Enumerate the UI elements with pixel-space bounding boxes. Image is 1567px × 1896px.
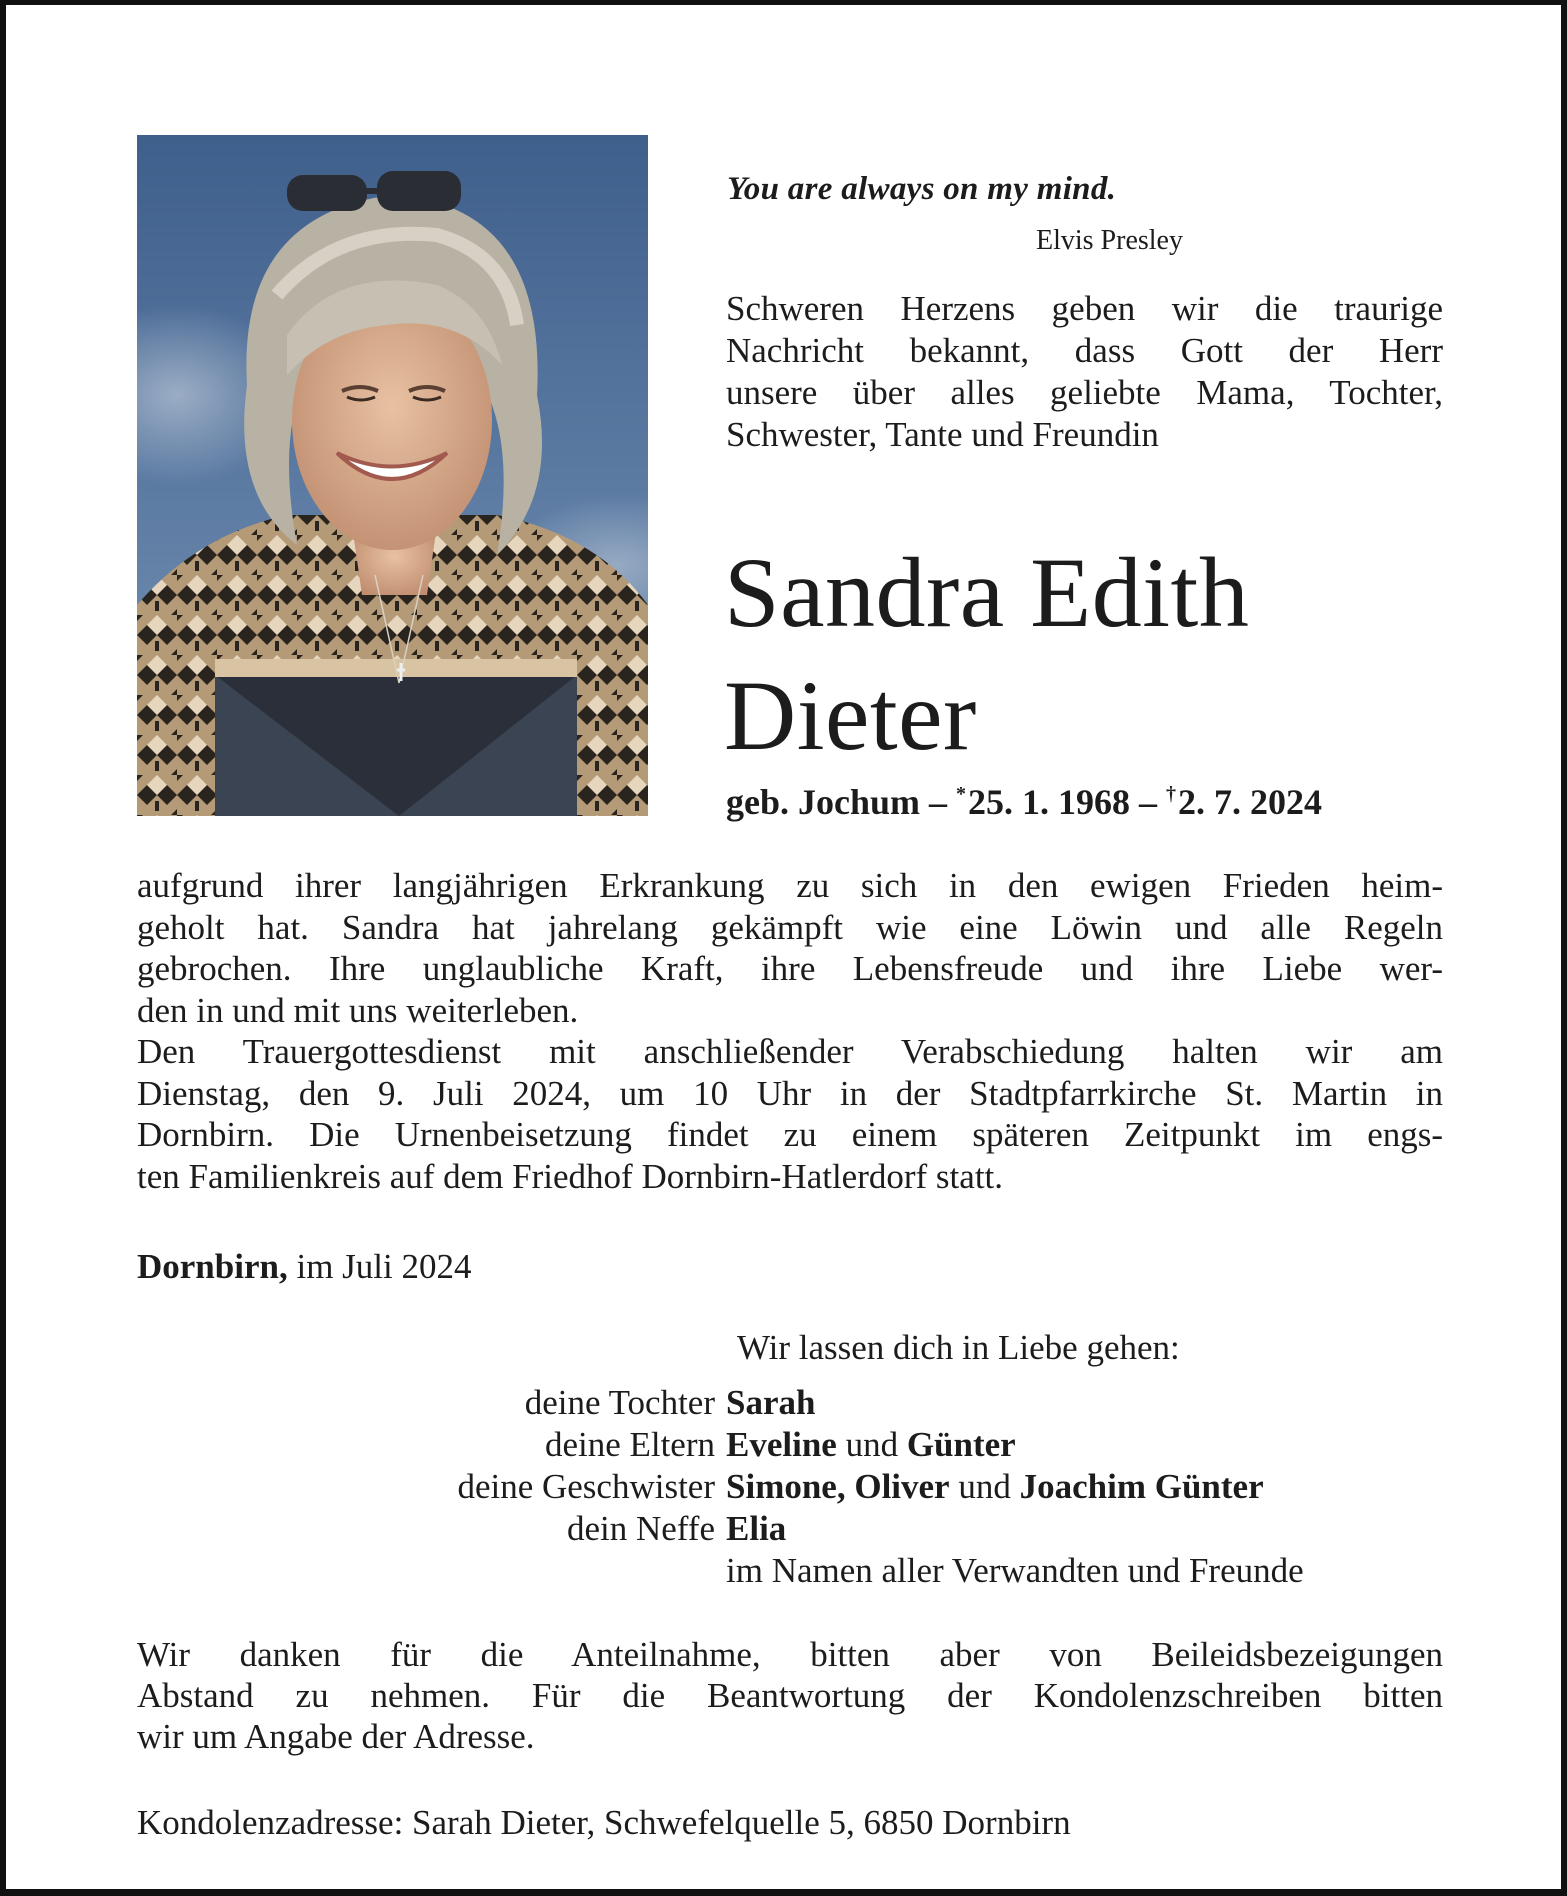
portrait-photo (137, 135, 648, 816)
mourner-name: Elia (726, 1509, 787, 1548)
body-line: den in und mit uns weiterleben. (137, 990, 579, 1030)
body-line: Dienstag, den 9. Juli 2024, um 10 Uhr in der Stadtpfarrkirche St. Martin in (137, 1073, 1443, 1113)
body-line: aufgrund ihrer langjährigen Erkrankung zu sich in den ewigen Frieden heim- (137, 866, 1443, 905)
deceased-surname: Dieter (724, 660, 977, 771)
condolence-address: Kondolenzadresse: Sarah Dieter, Schwefelquelle 5, 6850 Dornbirn (137, 1803, 1071, 1842)
mourner-relation-empty (306, 1550, 726, 1592)
place-and-date (137, 1247, 472, 1287)
portrait-illustration (137, 135, 648, 816)
death-date: 2. 7. 2024 (1178, 782, 1323, 822)
mourner-name: Joachim Günter (1019, 1467, 1264, 1506)
mourner-name: Günter (906, 1425, 1016, 1464)
mourner-relation: deine Geschwister (457, 1467, 715, 1506)
intro-line: unsere über alles geliebte Mama, Tochter, (726, 373, 1443, 412)
birth-star-icon: * (956, 783, 967, 805)
main-paragraph (137, 865, 1443, 1197)
mourners-intro: Wir lassen dich in Liebe gehen: (737, 1328, 1180, 1367)
mourner-name: Sarah (726, 1383, 816, 1422)
body-line: Dornbirn. Die Urnenbeisetzung findet zu einem späteren Zeitpunkt im engs- (137, 1115, 1443, 1154)
date: im Juli 2024 (287, 1247, 472, 1286)
mourner-relation: deine Eltern (544, 1425, 715, 1464)
mourners-list (306, 1382, 1446, 1592)
place: Dornbirn, (137, 1247, 288, 1286)
mourner-row (306, 1382, 1446, 1424)
thanks-line: wir um Angabe der Adresse. (137, 1717, 535, 1756)
motto-author: Elvis Presley (1036, 225, 1183, 256)
body-line: Den Trauergottesdienst mit anschließender Verabschiedung halten wir am (137, 1032, 1443, 1071)
mourner-names (726, 1466, 1446, 1508)
thanks-line: Wir danken für die Anteilnahme, bitten aber von Beileidsbezeigungen (137, 1635, 1443, 1674)
birth-date: 25. 1. 1968 (968, 782, 1131, 822)
mourner-relation: deine Tochter (524, 1383, 715, 1422)
death-cross-icon: † (1166, 783, 1177, 805)
thanks-paragraph (137, 1634, 1443, 1757)
motto-quote: You are always on my mind. (727, 171, 1117, 207)
intro-line: Schweren Herzens geben wir die traurige (726, 289, 1443, 328)
intro-paragraph (726, 288, 1443, 456)
dash: – (1130, 782, 1167, 822)
mourner-row (306, 1424, 1446, 1466)
born-name: geb. Jochum (726, 782, 921, 822)
deceased-first-names: Sandra Edith (724, 537, 1250, 648)
mourner-relation: dein Neffe (566, 1509, 715, 1548)
thanks-line: Abstand zu nehmen. Für die Beantwortung der Kondolenzschreiben bitten (137, 1676, 1443, 1715)
mourner-names (726, 1508, 1446, 1550)
mourners-closing: im Namen aller Verwandten und Freunde (726, 1551, 1304, 1590)
life-dates (726, 781, 1322, 823)
mourner-name: Simone, Oliver (726, 1467, 950, 1506)
mourner-names (726, 1382, 1446, 1424)
body-line: gebrochen. Ihre unglaubliche Kraft, ihre Lebensfreude und ihre Liebe wer- (137, 949, 1443, 988)
joiner: und (836, 1425, 907, 1464)
dash: – (920, 782, 957, 822)
body-line: ten Familienkreis auf dem Friedhof Dornbirn-Hatlerdorf statt. (137, 1156, 1004, 1196)
mourner-row (306, 1466, 1446, 1508)
mourner-row (306, 1550, 1446, 1592)
joiner: und (949, 1467, 1020, 1506)
mourner-names (726, 1424, 1446, 1466)
intro-line: Schwester, Tante und Freundin (726, 415, 1159, 454)
mourner-row (306, 1508, 1446, 1550)
mourner-name: Eveline (726, 1425, 837, 1464)
intro-line: Nachricht bekannt, dass Gott der Herr (726, 331, 1443, 370)
body-line: geholt hat. Sandra hat jahrelang gekämpft wie eine Löwin und alle Regeln (137, 907, 1443, 947)
